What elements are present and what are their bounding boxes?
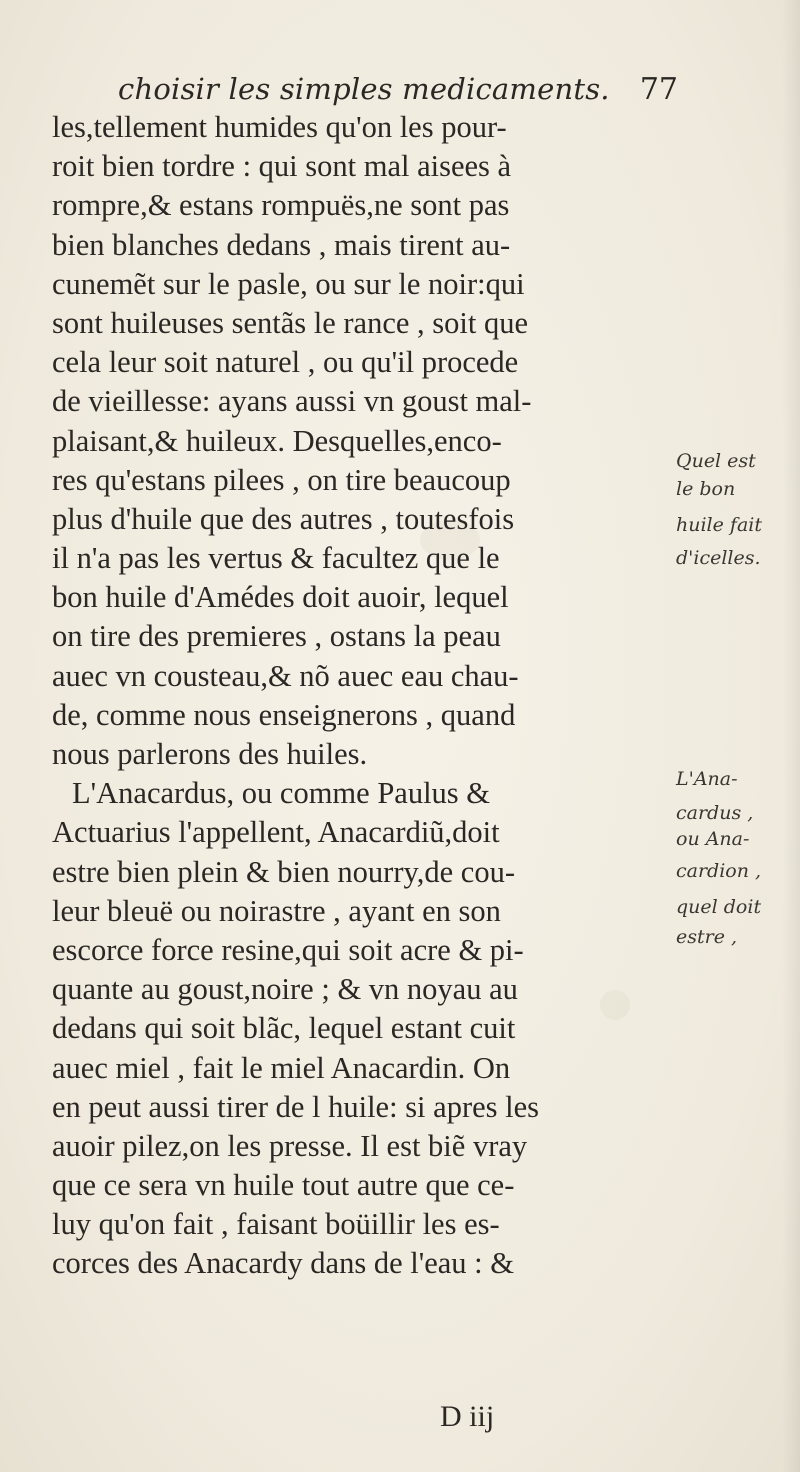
text-line: auec vn cousteau,& nõ auec eau chau- — [52, 658, 519, 693]
margin-note: L'Ana- — [676, 768, 738, 790]
text-line: que ce sera vn huile tout autre que ce- — [52, 1168, 515, 1203]
text-line: Actuarius l'appellent, Anacardiũ,doit — [52, 815, 500, 850]
margin-note: cardion , — [676, 860, 762, 882]
text-line: sont huileuses sentãs le rance , soit que — [52, 305, 529, 340]
margin-note: d'icelles. — [676, 547, 761, 569]
margin-note: Quel est — [676, 450, 756, 472]
text-line: L'Anacardus, ou comme Paulus & — [72, 776, 491, 811]
text-line: cela leur soit naturel , ou qu'il procede — [52, 345, 519, 380]
text-line: en peut aussi tirer de l huile: si apres les — [52, 1089, 540, 1124]
text-line: auoir pilez,on les presse. Il est biẽ vray — [52, 1128, 528, 1163]
text-line: plus d'huile que des autres , toutesfois — [52, 501, 515, 536]
signature-mark: D iij — [440, 1400, 495, 1433]
text-line: il n'a pas les vertus & facultez que le — [52, 541, 500, 576]
text-line: bon huile d'Amédes doit auoir, lequel — [52, 580, 509, 615]
text-line: de, comme nous enseignerons , quand — [52, 697, 516, 732]
margin-note: estre , — [676, 926, 738, 948]
running-head — [118, 72, 678, 112]
text-line: bien blanches dedans , mais tirent au- — [52, 227, 511, 262]
margin-note: ou Ana- — [676, 828, 750, 850]
margin-note: cardus , — [676, 802, 754, 824]
text-line: leur bleuë ou noirastre , ayant en son — [52, 893, 501, 928]
margin-note: huile fait — [676, 514, 762, 536]
text-line: on tire des premieres , ostans la peau — [52, 619, 501, 654]
running-head-title: choisir les simples medicaments. — [118, 72, 610, 106]
text-line: plaisant,& huileux. Desquelles,enco- — [52, 423, 502, 458]
text-line: roit bien tordre : qui sont mal aisees à — [52, 149, 512, 184]
text-line: dedans qui soit blãc, lequel estant cuit — [52, 1011, 516, 1046]
text-line: nous parlerons des huiles. — [52, 737, 368, 771]
text-line: corces des Anacardy dans de l'eau : & — [52, 1246, 514, 1281]
text-line: rompre,& estans rompuës,ne sont pas — [52, 188, 510, 223]
page-edge-shadow — [782, 0, 800, 1472]
text-line: de vieillesse: ayans aussi vn goust mal- — [52, 384, 532, 419]
text-line: escorce force resine,qui soit acre & pi- — [52, 932, 524, 967]
text-line: estre bien plein & bien nourry,de cou- — [52, 854, 515, 889]
page-number: 77 — [639, 72, 678, 107]
margin-note: le bon — [676, 478, 736, 500]
text-line: luy qu'on fait , faisant boüillir les es- — [52, 1207, 500, 1242]
text-line: quante au goust,noire ; & vn noyau au — [52, 972, 518, 1007]
text-line: res qu'estans pilees , on tire beaucoup — [52, 462, 511, 497]
text-line: auec miel , fait le miel Anacardin. On — [52, 1050, 511, 1085]
body-text — [52, 108, 672, 1284]
text-line: cunemẽt sur le pasle, ou sur le noir:qui — [52, 266, 525, 301]
text-line: les,tellement humides qu'on les pour- — [52, 110, 507, 144]
margin-note: quel doit — [676, 896, 762, 918]
